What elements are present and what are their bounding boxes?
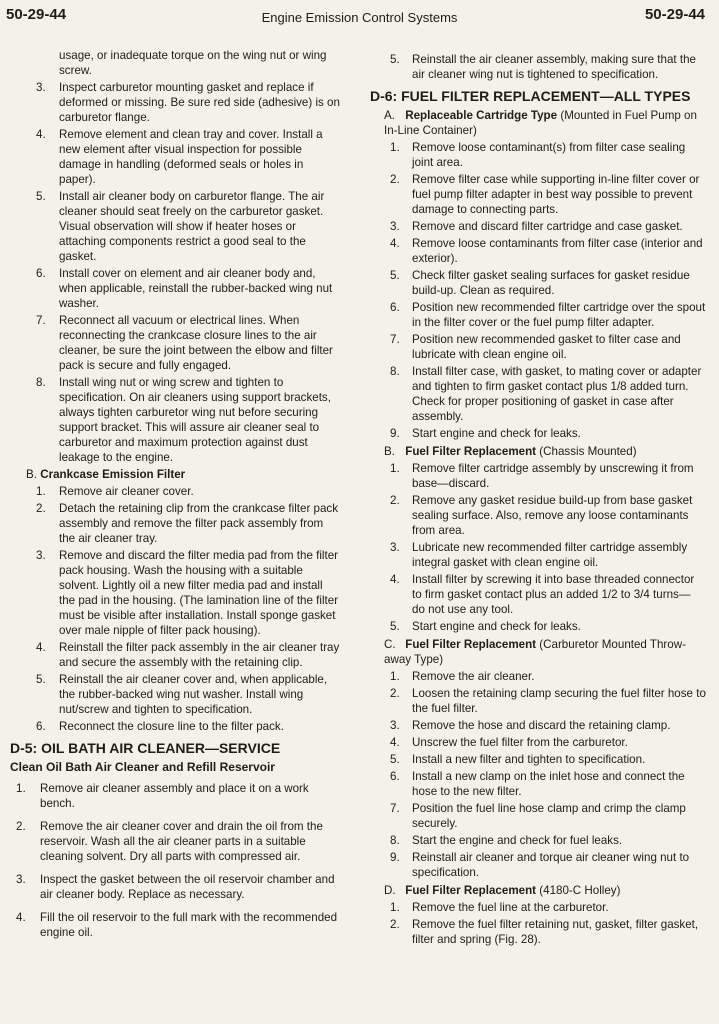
- item-number: 8.: [36, 376, 46, 389]
- subheading-a: [370, 108, 706, 138]
- subheading-letter: B.: [26, 468, 37, 481]
- item-text: Remove the hose and discard the retaining clamp.: [412, 719, 671, 732]
- subheading-d: [370, 883, 706, 898]
- list-item: [370, 686, 706, 716]
- list-item: [370, 493, 706, 538]
- list-item: [10, 375, 340, 465]
- list-item: [370, 426, 706, 441]
- list-item: [10, 548, 340, 638]
- item-number: 3.: [390, 220, 400, 233]
- item-number: 6.: [390, 301, 400, 314]
- list-item: [10, 781, 340, 811]
- item-text: Remove the fuel filter retaining nut, gasket, filter gasket, filter and spring (Fig. 28).: [412, 918, 699, 946]
- list-item: [370, 752, 706, 767]
- item-text: Remove and discard the filter media pad from the filter pack housing. Wash the housing with a suitable solvent. Lightly oil a new filter media pad and install the pad in the housing. (The lamination line of the filter must be visible after installation. Install sponge gasket over male nipple of filter pack housing).: [59, 549, 339, 637]
- item-number: 2.: [390, 494, 400, 507]
- subheading-title: Replaceable Cartridge Type: [405, 109, 558, 122]
- list-item: [10, 266, 340, 311]
- list-item: [10, 127, 340, 187]
- item-number: 7.: [36, 314, 46, 327]
- list-item: [370, 219, 706, 234]
- item-number: 5.: [390, 753, 400, 766]
- crankcase-filter-subheading: [10, 467, 340, 482]
- list-item: [10, 313, 340, 373]
- item-number: 4.: [36, 128, 46, 141]
- item-text: Unscrew the fuel filter from the carburetor.: [412, 736, 628, 749]
- item-text: Reconnect the closure line to the filter pack.: [59, 720, 284, 733]
- list-item: [370, 801, 706, 831]
- air-cleaner-steps: [10, 80, 340, 465]
- item-number: 5.: [390, 53, 400, 66]
- subheading-letter: A.: [384, 109, 395, 122]
- item-text: Remove the air cleaner.: [412, 670, 535, 683]
- list-item: [370, 140, 706, 170]
- list-item: [370, 833, 706, 848]
- subheading-letter: C.: [384, 638, 396, 651]
- item-text: Install cover on element and air cleaner body and, when applicable, reinstall the rubber-backed wing nut washer.: [59, 267, 333, 310]
- list-item: [10, 719, 340, 734]
- item-number: 6.: [36, 720, 46, 733]
- item-text: Reinstall the air cleaner assembly, making sure that the air cleaner wing nut is tightened to specification.: [412, 53, 696, 81]
- item-number: 3.: [390, 719, 400, 732]
- item-text: Inspect carburetor mounting gasket and replace if deformed or missing. Be sure red side (adhesive) is on carburetor flange.: [59, 81, 340, 124]
- item-text: Install filter by screwing it into base threaded connector to firm gasket contact plus an added 1/2 to 3/4 turns— do not use any tool.: [412, 573, 695, 616]
- item-number: 7.: [390, 802, 400, 815]
- item-number: 7.: [390, 333, 400, 346]
- item-number: 1.: [390, 901, 400, 914]
- list-item: [370, 172, 706, 217]
- list-item: [370, 461, 706, 491]
- item-text: Position new recommended gasket to filter case and lubricate with clean engine oil.: [412, 333, 681, 361]
- item-text: Install a new clamp on the inlet hose and connect the hose to the new filter.: [412, 770, 685, 798]
- oil-bath-steps: [10, 781, 340, 940]
- item-text: Remove air cleaner assembly and place it on a work bench.: [40, 782, 309, 810]
- section-d5-heading: D-5: OIL BATH AIR CLEANER—SERVICE: [10, 740, 281, 756]
- list-item: [370, 735, 706, 750]
- item-text: Start the engine and check for fuel leaks.: [412, 834, 623, 847]
- list-item: [370, 236, 706, 266]
- item-text: Install air cleaner body on carburetor flange. The air cleaner should seat freely on the carburetor gasket. Visual observation will show if heater hoses or attaching components restrict a good seal to the gasket.: [59, 190, 325, 263]
- item-number: 3.: [390, 541, 400, 554]
- item-number: 5.: [36, 673, 46, 686]
- item-text: Check filter gasket sealing surfaces for gasket residue build-up. Clean as required.: [412, 269, 690, 297]
- subheading-note: (Carburetor Mounted Throw-away Type): [384, 638, 686, 666]
- list-item: [10, 910, 340, 940]
- item-text: Reinstall the air cleaner cover and, when applicable, the rubber-backed wing nut washer. Install wing nut/screw and tighten to specification.: [59, 673, 328, 716]
- item-text: Remove and discard filter cartridge and case gasket.: [412, 220, 683, 233]
- subheading-b: [370, 444, 706, 459]
- item-text: Remove any gasket residue build-up from base gasket sealing surface. Also, remove any loose contaminants from area.: [412, 494, 693, 537]
- subheading-title: Fuel Filter Replacement: [405, 884, 537, 897]
- item-text: Position new recommended filter cartridge over the spout in the filter cover or the fuel pump filter adapter.: [412, 301, 706, 329]
- list-item: [370, 540, 706, 570]
- list-item: [370, 52, 706, 82]
- subheading-letter: B.: [384, 445, 395, 458]
- item-number: 9.: [390, 427, 400, 440]
- right-column: [370, 52, 706, 949]
- list-item: [370, 268, 706, 298]
- item-text: Loosen the retaining clamp securing the fuel filter hose to the fuel filter.: [412, 687, 706, 715]
- list-item: [10, 484, 340, 499]
- continued-item: usage, or inadequate torque on the wing nut or wing screw.: [59, 49, 327, 77]
- item-number: 1.: [390, 670, 400, 683]
- list-item: [370, 332, 706, 362]
- list-item: [370, 718, 706, 733]
- list-item: [370, 300, 706, 330]
- list-item: [10, 672, 340, 717]
- item-text: Fill the oil reservoir to the full mark with the recommended engine oil.: [40, 911, 338, 939]
- subheading-letter: D.: [384, 884, 396, 897]
- section-d6-heading: D-6: FUEL FILTER REPLACEMENT—ALL TYPES: [370, 88, 691, 104]
- page-title: Engine Emission Control Systems: [261, 10, 458, 25]
- item-number: 2.: [390, 687, 400, 700]
- section-d5-subheading: Clean Oil Bath Air Cleaner and Refill Reservoir: [10, 760, 275, 774]
- item-number: 3.: [36, 549, 46, 562]
- list-item: [370, 900, 706, 915]
- item-number: 1.: [16, 782, 26, 795]
- item-number: 4.: [390, 736, 400, 749]
- item-text: Remove air cleaner cover.: [59, 485, 194, 498]
- page-number-left: 50-29-44: [6, 6, 67, 23]
- item-number: 1.: [36, 485, 46, 498]
- item-number: 6.: [36, 267, 46, 280]
- item-text: Reconnect all vacuum or electrical lines. When reconnecting the crankcase closure lines to the air cleaner, be sure the joint between the elbow and filter pack is secure and fully engaged.: [59, 314, 333, 372]
- list-item: [370, 619, 706, 634]
- item-text: Start engine and check for leaks.: [412, 620, 581, 633]
- subheading-c: [370, 637, 706, 667]
- item-text: Remove element and clean tray and cover. Install a new element after visual inspection for possible damage in handling (deformed seals or holes in paper).: [59, 128, 323, 186]
- item-text: Position the fuel line hose clamp and crimp the clamp securely.: [412, 802, 686, 830]
- item-text: Remove filter case while supporting in-line filter cover or fuel pump filter adapter in best way possible to prevent damage to connecting parts.: [412, 173, 700, 216]
- chassis-filter-steps: [370, 461, 706, 634]
- item-text: Remove the air cleaner cover and drain the oil from the reservoir. Wash all the air cleaner parts in a suitable cleaning solvent. Dry all parts with compressed air.: [40, 820, 323, 863]
- list-item: [10, 501, 340, 546]
- list-item: [10, 819, 340, 864]
- item-text: Remove loose contaminants from filter case (interior and exterior).: [412, 237, 703, 265]
- item-number: 6.: [390, 770, 400, 783]
- item-text: Remove filter cartridge assembly by unscrewing it from base—discard.: [412, 462, 694, 490]
- subheading-title: Fuel Filter Replacement: [405, 445, 537, 458]
- list-item: [370, 364, 706, 424]
- subheading-title: Fuel Filter Replacement: [405, 638, 537, 651]
- item-number: 2.: [36, 502, 46, 515]
- item-number: 9.: [390, 851, 400, 864]
- subheading-title: Crankcase Emission Filter: [40, 468, 186, 481]
- item-text: Remove loose contaminant(s) from filter case sealing joint area.: [412, 141, 686, 169]
- list-item: [370, 669, 706, 684]
- item-text: Reinstall the filter pack assembly in the air cleaner tray and secure the assembly with the retaining clip.: [59, 641, 340, 669]
- list-item: [370, 850, 706, 880]
- item-number: 3.: [16, 873, 26, 886]
- list-item: [10, 189, 340, 264]
- item-number: 2.: [390, 918, 400, 931]
- item-text: Install wing nut or wing screw and tighten to specification. On air cleaners using support brackets, always tighten carburetor wing nut before securing support bracket. This will assure air cleaner seal to carburetor and maximum protection against dust leakage to the engine.: [59, 376, 331, 464]
- item-number: 3.: [36, 81, 46, 94]
- list-item: [10, 872, 340, 902]
- carburetor-filter-steps: [370, 669, 706, 880]
- list-item: [10, 640, 340, 670]
- item-text: Inspect the gasket between the oil reservoir chamber and air cleaner body. Replace as necessary.: [40, 873, 335, 901]
- subheading-note: (Mounted in Fuel Pump on In-Line Container): [384, 109, 697, 137]
- left-column: [10, 48, 340, 948]
- holley-filter-steps: [370, 900, 706, 947]
- subheading-note: (Chassis Mounted): [539, 445, 637, 458]
- page-number-right: 50-29-44: [644, 6, 705, 23]
- item-number: 2.: [16, 820, 26, 833]
- item-number: 1.: [390, 462, 400, 475]
- item-number: 1.: [390, 141, 400, 154]
- item-number: 5.: [390, 269, 400, 282]
- item-text: Install a new filter and tighten to specification.: [412, 753, 646, 766]
- list-item: [370, 769, 706, 799]
- item-number: 5.: [390, 620, 400, 633]
- list-item: [370, 917, 706, 947]
- crankcase-filter-steps: [10, 484, 340, 734]
- list-item: [10, 80, 340, 125]
- item-number: 4.: [36, 641, 46, 654]
- list-item: [370, 572, 706, 617]
- item-text: Lubricate new recommended filter cartridge assembly integral gasket with clean engine oil.: [412, 541, 688, 569]
- item-number: 5.: [36, 190, 46, 203]
- item-text: Start engine and check for leaks.: [412, 427, 581, 440]
- item-text: Install filter case, with gasket, to mating cover or adapter and tighten to firm gasket contact plus 1/8 added turn. Check for proper positioning of gasket in case after assembly.: [412, 365, 702, 423]
- cartridge-steps: [370, 140, 706, 441]
- item-number: 4.: [390, 237, 400, 250]
- item-number: 4.: [390, 573, 400, 586]
- item-text: Remove the fuel line at the carburetor.: [412, 901, 609, 914]
- item-text: Detach the retaining clip from the crankcase filter pack assembly and remove the filter pack assembly from the air cleaner tray.: [59, 502, 339, 545]
- item-number: 2.: [390, 173, 400, 186]
- subheading-note: (4180-C Holley): [539, 884, 621, 897]
- item-text: Reinstall air cleaner and torque air cleaner wing nut to specification.: [412, 851, 690, 879]
- item-number: 8.: [390, 365, 400, 378]
- item-number: 8.: [390, 834, 400, 847]
- item-number: 4.: [16, 911, 26, 924]
